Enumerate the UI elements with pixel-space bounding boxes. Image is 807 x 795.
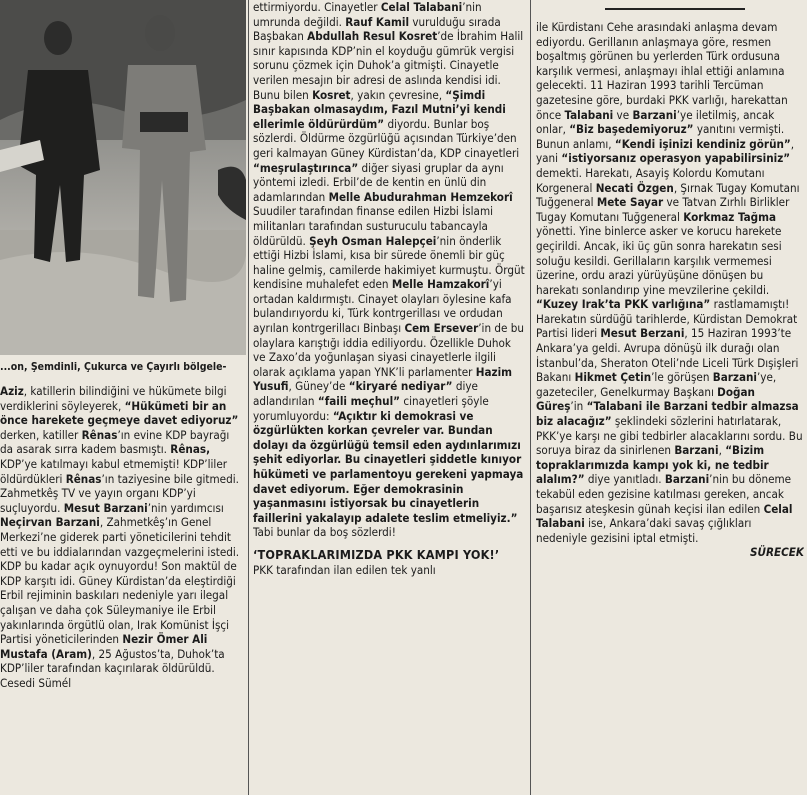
photo-caption: ...on, Şemdinli, Çukurca ve Çayırlı bölgele-: [0, 361, 227, 373]
col3-segment: Barzani: [664, 472, 710, 487]
col2-segment: Cem Ersever: [404, 321, 479, 336]
col2-segment: “meşrulaştırınca”: [253, 160, 359, 175]
col3-segment: yanıtını vermişti. Bunun anlamı,: [536, 122, 785, 151]
article-column-2: [253, 0, 525, 577]
col3-segment: “Biz başedemiyoruz”: [569, 122, 694, 137]
col1-segment: ’ın taziyesine bile gitmedi. Zahmetkêş TV ve yayın organı KDP’yi suçluyordu.: [0, 471, 239, 515]
section-rule: [605, 8, 745, 10]
col3-segment: ’nin bu döneme tekabül eden gezisine katılması gereken, ancak başarısız ateşkesin günah keçisi ilan edilen: [536, 472, 792, 516]
col2-segment: , yakın çevresine,: [350, 87, 446, 102]
col2-segment: Tabi bunlar da boş sözlerdi!: [253, 525, 396, 540]
col1-segment: derken, katiller: [0, 427, 82, 442]
col3-segment: ile Kürdistanı Cehe arasındaki anlaşma devam ediyordu. Gerillanın anlaşmaya göre, resmen boşaltmış görünen bu yerlerden Türk ordusuna karşılık vermesi, anlaşmayı ihlal ettiği anlamına gelecekti. 11 Haziran 1993 tarihli Tercüman gazetesine göre, burdaki PKK varlığı, harekattan önce: [536, 20, 788, 122]
col2-segment: diğer siyasi gruplar da aynı yöntemi izledi. Erbil’de de kentin en ünlü din adamlarından: [253, 160, 504, 204]
col3-segment: “Talabani ile Barzani tedbir almazsa biz alacağız”: [536, 399, 799, 429]
col2-segment: “Şimdi Başbakan olmasaydım, Fazıl Mutni’yi kendi ellerimle öldürürdüm”: [253, 87, 506, 131]
column-2-text: [253, 0, 525, 540]
col2-segment: Melle Abudurahman Hemzekorî: [328, 189, 513, 204]
col2-segment: Kosret: [312, 87, 351, 102]
col2-segment: Celal Talabani: [380, 0, 463, 14]
col3-segment: “Bizim topraklarımızda kampı yok ki, ne tedbir alalım?”: [536, 443, 769, 487]
continued-label: SÜRECEK: [749, 545, 804, 560]
col3-segment: Talabani: [564, 107, 614, 122]
col1-segment: Rênas: [65, 471, 102, 486]
col3-segment: Doğan Güreş: [536, 384, 755, 414]
col3-segment: , Şırnak Tugay Komutanı Tuğgeneral: [536, 180, 800, 210]
col3-segment: yönetti. Yine binlerce asker ve korucu harekete geçirildi. Ancak, iki üç gün sonra harekatın sesi soluğu kesildi. Gerillaların karşılık vermemesi üzerine, ordu arazi yürüyüşüne dönüşen bu harekatı sonlandırıp yine mevzilerine çekildi.: [536, 224, 782, 297]
col1-segment: , Zahmetkêş’ın Genel Merkezi’ne giderek parti yöneticilerini tehdit etti ve bu iddialarından vazgeçmelerini istedi. KDP bu kadar açık oynuyordu! Son maktül de KDP karşıtı idi. Güney Kürdistan’da eleştirdiği Erbil rejiminin baskıları nedeniyle yarı ilegal çalışan ve daha çok Süleymaniye ile Erbil yakınlarında örgütlü olan, Irak Komünist İşçi Partisi yöneticilerinden: [0, 515, 240, 647]
col3-segment: Mete Sayar: [596, 195, 664, 210]
photo-illustration: [0, 0, 246, 355]
col1-segment: , katillerin bilindiğini ve hükümete bilgi verdiklerini söyleyerek,: [0, 384, 227, 413]
col2-segment: ’de İbrahim Halil sınır kapısında KDP’nin el koyduğu gümrük vergisi sorunu çözmek için Duhok’a gitmişti. Cinayetle verilen mesajın bir adresi de aslında kendisi idi. Bunu bilen: [253, 29, 524, 102]
col3-segment: Barzani: [674, 443, 719, 458]
col3-segment: demekti. Harekatı, Asayiş Kolordu Komutanı Korgeneral: [536, 165, 765, 195]
column-3-text: [536, 20, 804, 545]
col3-segment: , yani: [536, 136, 795, 166]
col1-segment: , 25 Ağustos’ta, Duhok’ta KDP’liler tarafından kaçırılarak öldürüldü. Cesedi Sümél: [0, 646, 225, 690]
col1-segment: Nezir Ömer Ali Mustafa (Aram): [0, 632, 208, 661]
col1-segment: Rênas,: [170, 442, 211, 457]
col3-segment: Hikmet Çetin: [574, 370, 652, 385]
col3-segment: Barzani: [712, 370, 757, 385]
col2-segment: cinayetleri şöyle yorumluyordu:: [253, 394, 489, 423]
col3-segment: Barzani: [632, 107, 677, 122]
column-1-text: [0, 384, 244, 690]
col3-segment: ise, Ankara’daki savaş çığlıkları nedeniyle gezisini iptal etmişti.: [536, 516, 752, 545]
col2-segment: Suudiler tarafından finanse edilen Hizbi İslami militanları tarafından susturuculu tabancayla öldürüldü.: [253, 204, 494, 248]
article-column-1: [0, 384, 244, 690]
col1-segment: ’nin yardımcısı: [147, 500, 224, 515]
col3-segment: Celal Talabani: [536, 501, 793, 531]
col2-segment: ’yi ortadan kaldırmıştı. Cinayet olayları öylesine kafa bulandırıyordu ki, Türk kontrgerillası ve ordudan ayrılan kontrgerillacı Binbaşı: [253, 277, 512, 336]
col2-segment: Melle Hamzakorî: [391, 277, 490, 292]
col3-segment: ’le görüşen: [651, 370, 713, 385]
col3-segment: Korkmaz Tağma: [683, 209, 777, 224]
col1-segment: Rênas: [81, 427, 118, 442]
col2-segment: ’nin önderlik ettiği Hizbi İslami, kısa bir sürede önemli bir güç haline gelmiş, camilerde hakimiyet kurmuştu. Örgüt kendisine muhalefet eden: [253, 233, 525, 292]
col3-segment: ’ye, gazeteciler, Genelkurmay Başkanı: [536, 370, 777, 399]
col3-segment: Necati Özgen: [595, 180, 674, 195]
col3-segment: ’in: [570, 399, 587, 414]
article-column-3: [536, 20, 804, 560]
column-divider: [530, 0, 531, 795]
col2-segment: Abdullah Resul Kosret: [307, 29, 438, 44]
col1-segment: KDP’ye katılmayı kabul etmemişti! KDP’liler öldürdükleri: [0, 456, 228, 486]
col2-segment: ’nin umrunda değildi.: [253, 0, 482, 29]
col3-segment: ,: [718, 443, 726, 458]
col2-segment: diye adlandırılan: [253, 379, 478, 409]
col3-segment: , 15 Haziran 1993’te Ankara’ya geldi. Avrupa dönüşü ilk durağı olan İstanbul’da, Sheraton Oteli’nde Liceli Türk Dışişleri Bakanı: [536, 326, 799, 385]
col3-segment: rastlamamıştı! Harekatın sürdüğü tarihlerde, Kürdistan Demokrat Partisi lideri: [536, 297, 798, 341]
subheading: ‘TOPRAKLARIMIZDA PKK KAMPI YOK!’: [253, 546, 500, 562]
col2-segment: ettirmiyordu. Cinayetler: [253, 0, 381, 14]
col1-segment: Mesut Barzani: [63, 500, 148, 515]
col3-segment: “Kendi işinizi kendiniz görün”: [614, 136, 791, 151]
col1-segment: Aziz: [0, 384, 24, 398]
col3-segment: ve Tatvan Zırhlı Birlikler Tugay Komutanı Tuğgeneral: [536, 195, 790, 224]
col1-segment: “Hükümeti bir an önce harekete geçmeye davet ediyoruz”: [0, 398, 239, 428]
col2-segment: ’in de bu olaylara karıştığı iddia ediliyordu. Özellikle Duhok ve Zaxo’da yoğunlaşan siyasi cinayetlerle ilgili olarak açıklama yapan YNK’li parlamenter: [253, 321, 524, 379]
col1-segment: ’ın evine KDP bayrağı da asarak sırra kadem basmıştı.: [0, 427, 230, 457]
col2-segment: Şeyh Osman Halepçei: [309, 233, 437, 248]
col2-segment: vurulduğu sırada Başbakan: [253, 14, 501, 44]
col3-segment: Mesut Berzani: [600, 326, 685, 341]
col2-segment: Hazim Yusufi: [253, 364, 513, 394]
col3-segment: şeklindeki sözlerini hatırlatarak, PKK’ye karşı ne gibi tedbirler alacaklarını sordu. Bu soruya biraz da sinirlenen: [536, 414, 803, 458]
col3-segment: ve: [613, 107, 633, 122]
news-photo: [0, 0, 246, 355]
col1-segment: Neçirvan Barzani: [0, 515, 100, 530]
col2-segment: “kiryaré nediyar”: [348, 379, 453, 394]
col3-segment: diye yanıtladı.: [584, 472, 665, 487]
col2-segment: diyordu. Bunlar boş sözlerdi. Öldürme özgürlüğü açısından Türkiye’den geri kalmayan Güney Kürdistan’da, KDP cinayetleri: [253, 116, 520, 160]
col2-segment: , Güney’de: [288, 379, 349, 394]
col3-segment: “Kuzey Irak’ta PKK varlığına”: [536, 297, 711, 312]
column-divider: [248, 0, 249, 795]
col2-segment: “faili meçhul”: [317, 394, 401, 409]
col3-segment: “istiyorsanız operasyon yapabilirsiniz”: [561, 151, 791, 166]
col2-segment: “Açıktır ki demokrasi ve özgürlükten korkan çevreler var. Bundan dolayı da özgürlüğü temsil eden aydınlarımızı şehit ediyorlar. Bu cinayetleri şiddetle kınıyor hükümeti ve parlamentoyu gerekeni yapmaya davet ediyorum. Eğer demokrasinin yaşanmasını istiyorsak bu cinayetlerin faillerini yakalayıp adalete teslim etmeliyiz.”: [253, 408, 524, 525]
col2-segment: Rauf Kamil: [345, 14, 410, 29]
col3-segment: ’ye iletilmiş, ancak onlar,: [536, 107, 775, 137]
column-2-tail: PKK tarafından ilan edilen tek yanlı: [253, 562, 436, 577]
